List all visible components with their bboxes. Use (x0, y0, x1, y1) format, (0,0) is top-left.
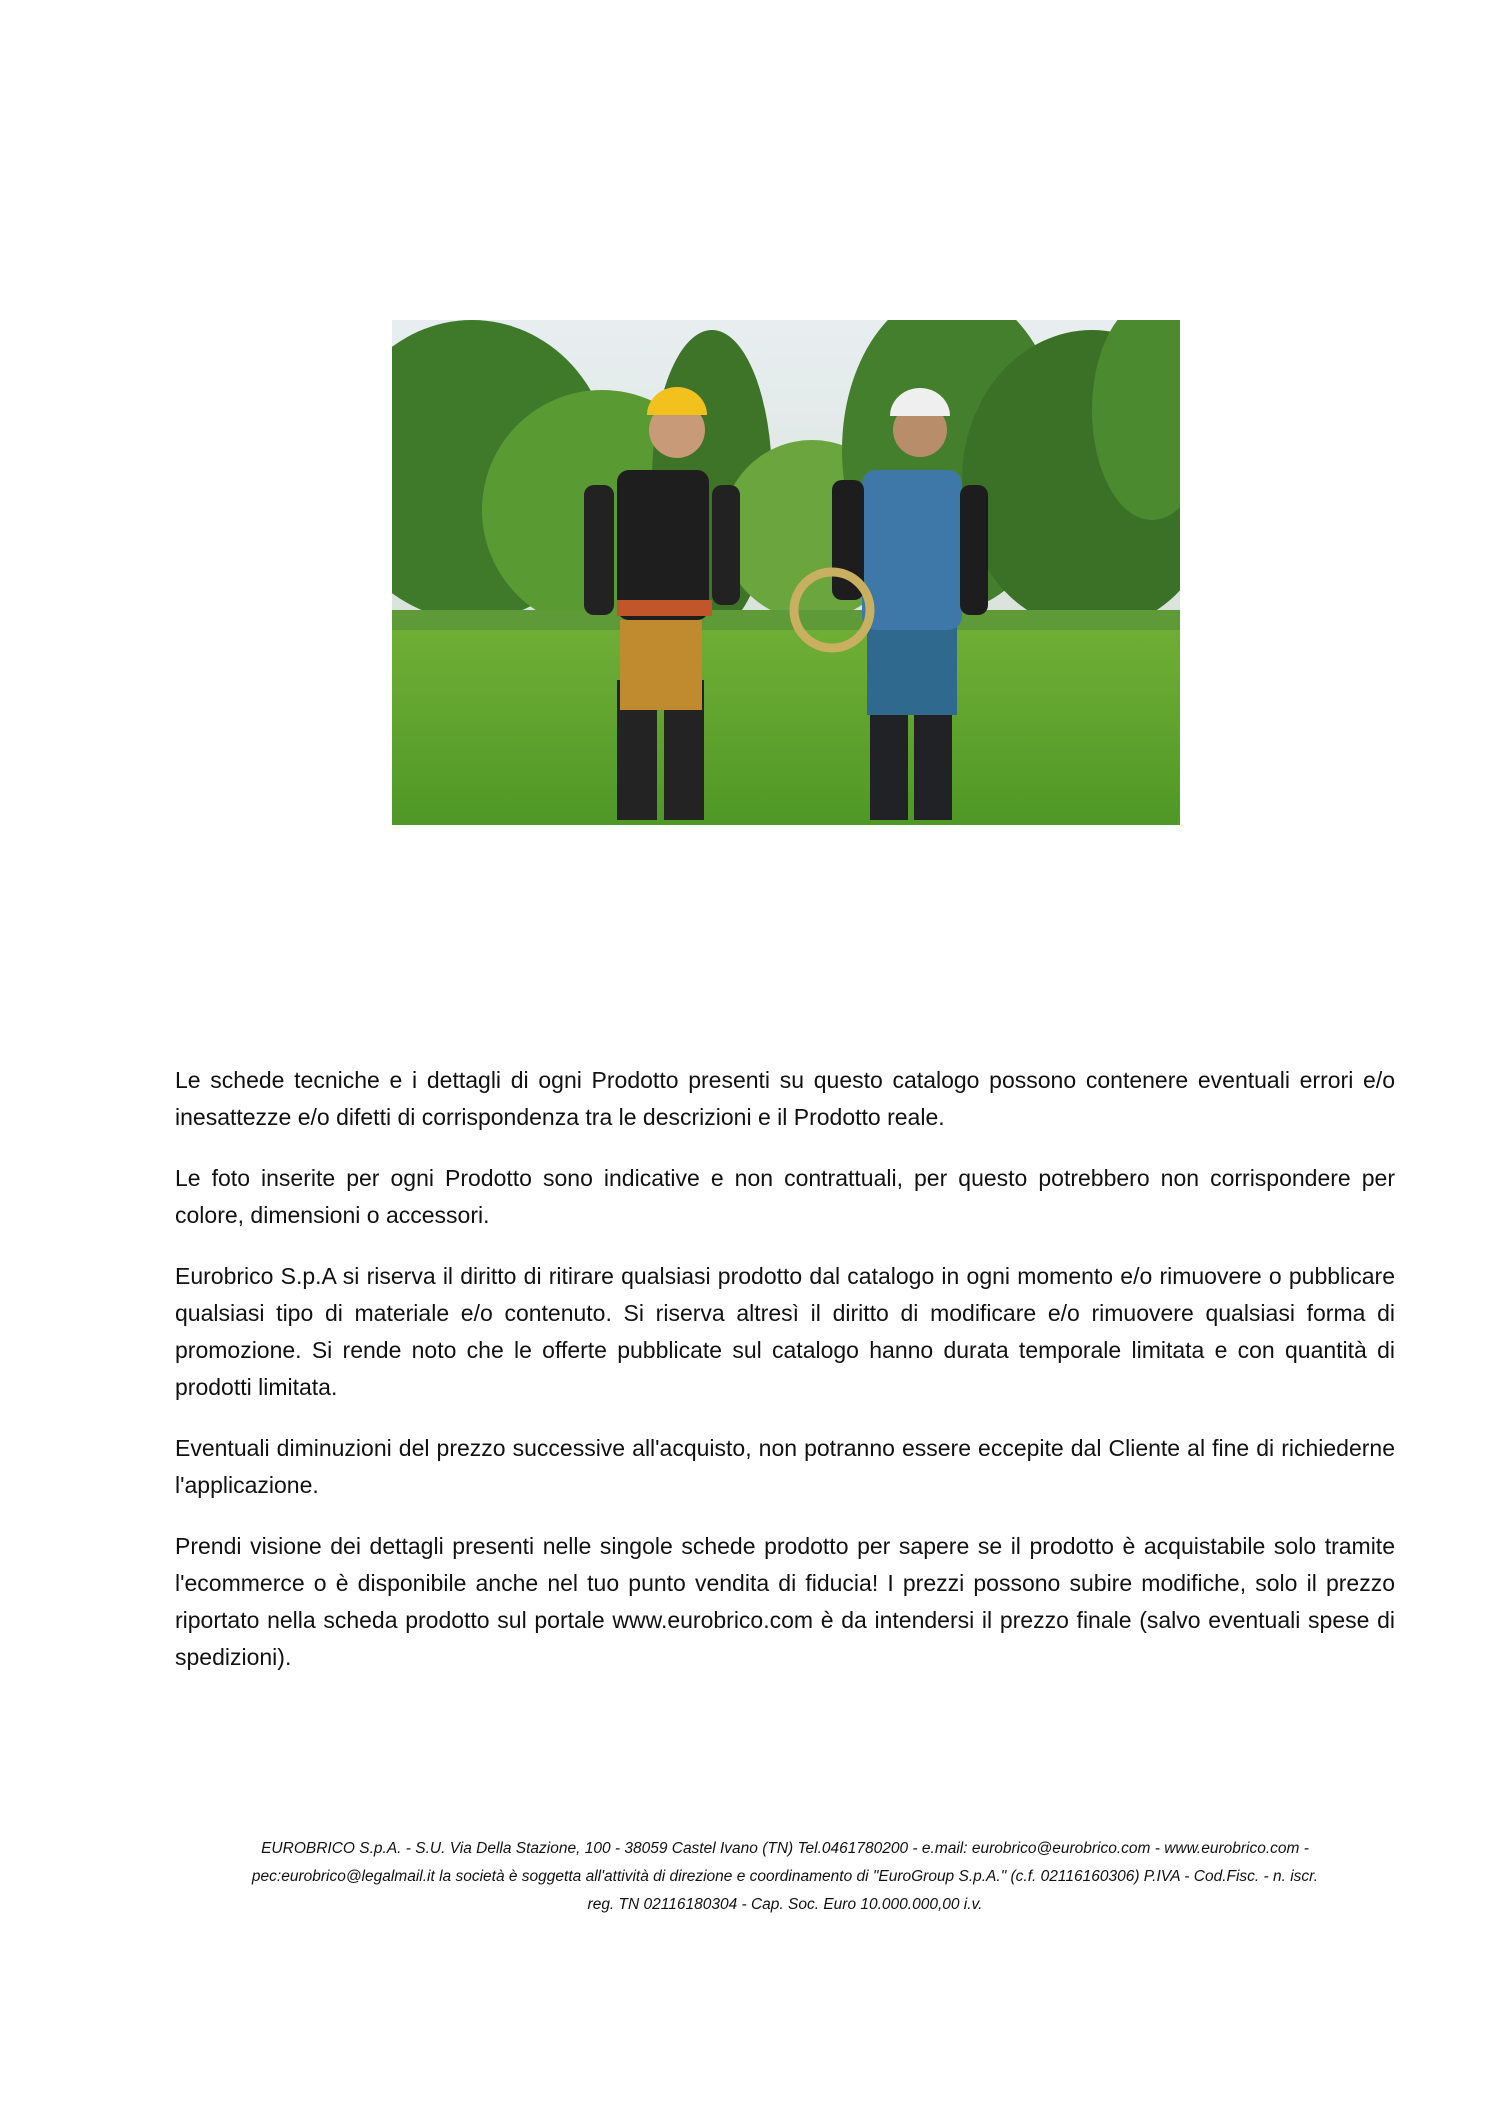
paragraph-errors: Le schede tecniche e i dettagli di ogni Prodotto presenti su questo catalogo possono contenere eventuali errori e/o inesattezze e/o difetti di corrispondenza tra le descrizioni e il Prodotto reale. (175, 1067, 1395, 1130)
photo-two-workers-climbing-gear-icon (392, 320, 1180, 825)
paragraph-rights: Eurobrico S.p.A si riserva il diritto di ritirare qualsiasi prodotto dal catalogo in ogni momento e/o rimuovere o pubblicare qualsiasi tipo di materiale e/o contenuto. Si riserva altresì il diritto di modificare e/o rimuovere qualsiasi forma di promozione. Si rende noto che le offerte pubblicate sul catalogo hanno durata temporale limitata e con quantità di prodotti limitata. (175, 1263, 1395, 1400)
paragraph-price-decrease: Eventuali diminuzioni del prezzo successive all'acquisto, non potranno essere eccepite dal Cliente al fine di richiederne l'applicazione. (175, 1435, 1395, 1498)
footer-line-3: reg. TN 02116180304 - Cap. Soc. Euro 10.000.000,00 i.v. (587, 1896, 983, 1913)
company-footer (175, 1835, 1395, 1919)
paragraph-photos: Le foto inserite per ogni Prodotto sono indicative e non contrattuali, per questo potrebbero non corrispondere per colore, dimensioni o accessori. (175, 1165, 1395, 1228)
disclaimer-text (175, 1062, 1395, 1700)
footer-line-1: EUROBRICO S.p.A. - S.U. Via Della Stazione, 100 - 38059 Castel Ivano (TN) Tel.0461780200 - e.mail: eurobrico@eurobrico.com - www.eurobrico.com - (261, 1840, 1309, 1857)
paragraph-product-details: Prendi visione dei dettagli presenti nelle singole schede prodotto per sapere se il prodotto è acquistabile solo tramite l'ecommerce o è disponibile anche nel tuo punto vendita di fiducia! I prezzi possono subire modifiche, solo il prezzo riportato nella scheda prodotto sul portale www.eurobrico.com è da intendersi il prezzo finale (salvo eventuali spese di spedizioni). (175, 1533, 1395, 1670)
footer-line-2: pec:eurobrico@legalmail.it la società è soggetta all'attività di direzione e coordinamento di "EuroGroup S.p.A." (c.f. 02116160306) P.IVA - Cod.Fisc. - n. iscr. (251, 1868, 1319, 1885)
product-photo (392, 320, 1180, 825)
